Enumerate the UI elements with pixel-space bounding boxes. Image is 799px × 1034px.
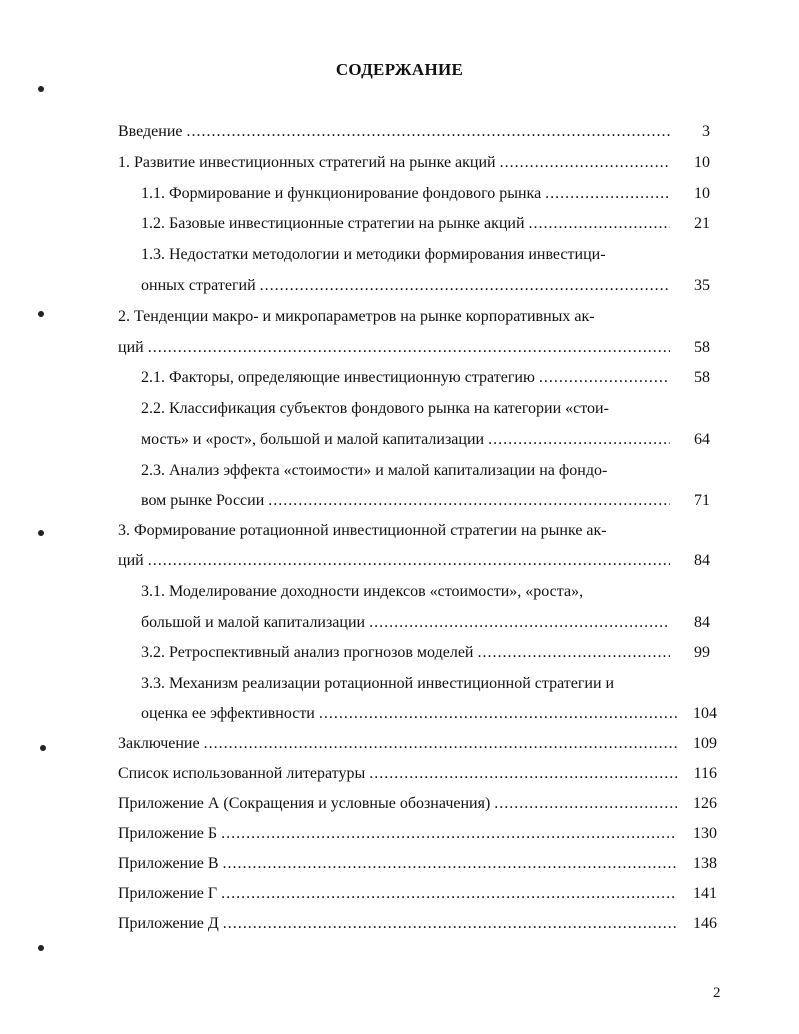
toc-entry-title: ций bbox=[118, 339, 144, 356]
toc-entry-appendix-v bbox=[118, 854, 717, 874]
toc-entry-2-1 bbox=[141, 368, 710, 388]
toc-entry-page: 35 bbox=[694, 277, 710, 294]
toc-leader-dots bbox=[539, 368, 670, 388]
toc-entry-page: 146 bbox=[693, 915, 717, 932]
toc-leader-dots bbox=[221, 824, 677, 844]
toc-leader-dots bbox=[500, 153, 670, 173]
toc-entry-page: 130 bbox=[693, 825, 717, 842]
toc-entry-appendix-b bbox=[118, 824, 717, 844]
toc-entry-title: Приложение Б bbox=[118, 825, 218, 842]
toc-entry-title: 2.1. Факторы, определяющие инвестиционную стратегию bbox=[141, 369, 535, 386]
toc-entry-3-3 bbox=[141, 704, 717, 724]
toc-leader-dots bbox=[187, 122, 671, 142]
toc-entry-page: 64 bbox=[694, 431, 710, 448]
toc-entry-title: онных стратегий bbox=[141, 277, 256, 294]
toc-entry-intro bbox=[118, 122, 710, 142]
toc-entry-3-3-line1: 3.3. Механизм реализации ротационной инвестиционной стратегии и bbox=[141, 675, 615, 692]
toc-entry-2-3 bbox=[141, 491, 710, 511]
toc-leader-dots bbox=[529, 214, 670, 234]
toc-entry-title: Приложение Д bbox=[118, 915, 219, 932]
toc-entry-appendix-g bbox=[118, 884, 717, 904]
toc-entry-page: 84 bbox=[694, 552, 710, 569]
toc-entry-page: 3 bbox=[702, 123, 710, 140]
toc-leader-dots bbox=[369, 764, 677, 784]
toc-entry-page: 58 bbox=[694, 339, 710, 356]
toc-entry-2-line1: 2. Тенденции макро- и микропараметров на рынке корпоративных ак- bbox=[118, 308, 595, 325]
toc-entry-3-1 bbox=[141, 613, 710, 633]
toc-entry-1-3-line1: 1.3. Недостатки методологии и методики формирования инвестици- bbox=[141, 246, 606, 263]
punch-hole-mark bbox=[38, 530, 44, 536]
toc-leader-dots bbox=[369, 613, 670, 633]
toc-entry-title: Приложение А (Сокращения и условные обозначения) bbox=[118, 795, 491, 812]
punch-hole-mark bbox=[38, 86, 44, 92]
toc-entry-references bbox=[118, 764, 717, 784]
toc-entry-title: большой и малой капитализации bbox=[141, 614, 366, 631]
toc-leader-dots bbox=[204, 734, 677, 754]
toc-entry-title: мость» и «рост», большой и малой капитализации bbox=[141, 431, 485, 448]
toc-entry-conclusion bbox=[118, 734, 717, 754]
page-title: СОДЕРЖАНИЕ bbox=[335, 60, 464, 79]
toc-entry-page: 10 bbox=[694, 154, 710, 171]
toc-leader-dots bbox=[268, 491, 670, 511]
toc-entry-2-2 bbox=[141, 430, 710, 450]
toc-entry-page: 99 bbox=[694, 644, 710, 661]
toc-entry-title: Приложение В bbox=[118, 855, 219, 872]
toc-entry-title: Введение bbox=[118, 123, 183, 140]
toc-leader-dots bbox=[148, 338, 670, 358]
toc-entry-appendix-a bbox=[118, 794, 717, 814]
toc-leader-dots bbox=[319, 704, 677, 724]
toc-entry-3-line1: 3. Формирование ротационной инвестиционной стратегии на рынке ак- bbox=[118, 522, 607, 539]
toc-leader-dots bbox=[494, 794, 677, 814]
toc-entry-title: 1.2. Базовые инвестиционные стратегии на рынке акций bbox=[141, 215, 525, 232]
toc-entry-1-1 bbox=[141, 184, 710, 204]
toc-entry-title: Приложение Г bbox=[118, 885, 218, 902]
toc-entry-page: 71 bbox=[694, 492, 710, 509]
toc-entry-title: оценка ее эффективности bbox=[141, 705, 315, 722]
punch-hole-mark bbox=[38, 311, 44, 317]
toc-entry-title: 3.2. Ретроспективный анализ прогнозов моделей bbox=[141, 644, 474, 661]
toc-entry-2-2-line1: 2.2. Классификация субъектов фондового рынка на категории «стои- bbox=[141, 400, 609, 417]
toc-entry-title: Заключение bbox=[118, 735, 200, 752]
toc-entry-title: 1. Развитие инвестиционных стратегий на рынке акций bbox=[118, 154, 496, 171]
toc-leader-dots bbox=[223, 914, 677, 934]
toc-entry-2-3-line1: 2.3. Анализ эффекта «стоимости» и малой капитализации на фондо- bbox=[141, 462, 608, 479]
toc-leader-dots bbox=[545, 184, 670, 204]
toc-entry-title: ций bbox=[118, 552, 144, 569]
page-number: 2 bbox=[713, 985, 721, 1001]
punch-hole-mark bbox=[40, 745, 46, 751]
toc-leader-dots bbox=[488, 430, 670, 450]
toc-leader-dots bbox=[223, 854, 677, 874]
toc-entry-1-2 bbox=[141, 214, 710, 234]
toc-entry-page: 58 bbox=[694, 369, 710, 386]
toc-entry-3 bbox=[118, 551, 710, 571]
toc-leader-dots bbox=[148, 551, 670, 571]
toc-entry-1 bbox=[118, 153, 710, 173]
toc-entry-page: 109 bbox=[693, 735, 717, 752]
toc-entry-title: 1.1. Формирование и функционирование фондового рынка bbox=[141, 185, 542, 202]
toc-entry-3-1-line1: 3.1. Моделирование доходности индексов «стоимости», «роста», bbox=[141, 583, 584, 600]
toc-entry-page: 104 bbox=[693, 705, 717, 722]
toc-entry-page: 126 bbox=[693, 795, 717, 812]
toc-leader-dots bbox=[260, 276, 670, 296]
toc-entry-2 bbox=[118, 338, 710, 358]
toc-entry-title: вом рынке России bbox=[141, 492, 265, 509]
toc-entry-page: 10 bbox=[694, 185, 710, 202]
toc-entry-page: 116 bbox=[693, 765, 717, 782]
toc-leader-dots bbox=[221, 884, 677, 904]
toc-entry-page: 84 bbox=[694, 614, 710, 631]
toc-entry-title: Список использованной литературы bbox=[118, 765, 366, 782]
toc-entry-page: 138 bbox=[693, 855, 717, 872]
toc-leader-dots bbox=[477, 643, 670, 663]
punch-hole-mark bbox=[38, 945, 44, 951]
toc-entry-3-2 bbox=[141, 643, 710, 663]
toc-entry-1-3 bbox=[141, 276, 710, 296]
toc-entry-page: 141 bbox=[693, 885, 717, 902]
toc-entry-page: 21 bbox=[694, 215, 710, 232]
toc-entry-appendix-d bbox=[118, 914, 717, 934]
